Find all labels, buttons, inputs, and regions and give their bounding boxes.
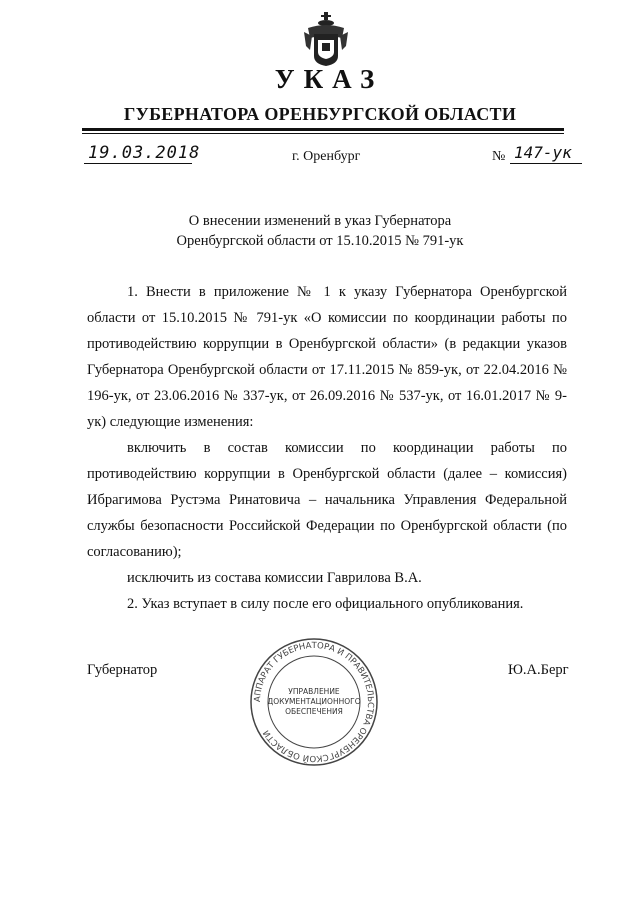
number-label: № [492, 149, 506, 164]
paragraph-1: 1. Внести в приложение № 1 к указу Губернатора Оренбургской области от 15.10.2015 № 791-ук «О комиссии по координации работы по противодействию коррупции в Оренбургской области» (в редакции указов Губернатора Оренбургской области от 17.11.2015 № 859-ук, от 22.04.2016 № 196-ук, от 23.06.2016 № 337-ук, от 26.09.2016 № 537-ук, от 16.01.2017 № 9-ук) следующие изменения: [87, 284, 567, 430]
document-number: 147-ук [514, 143, 572, 162]
issuer-title: ГУБЕРНАТОРА ОРЕНБУРГСКОЙ ОБЛАСТИ [123, 104, 517, 124]
paragraph-2: включить в состав комиссии по координации работы по противодействию коррупции в Оренбургской области (далее – комиссия) Ибрагимова Рустэма Ринатовича – начальника Управления Федеральной службы безопасности Российской Федерации по Оренбургской области (по согласованию); [87, 440, 567, 560]
official-seal [248, 636, 380, 768]
seal-center-line-1: УПРАВЛЕНИЕ [288, 687, 340, 696]
date-underline [84, 163, 192, 164]
header-rule-thick [82, 128, 564, 131]
document-date: 19.03.2018 [88, 143, 201, 163]
seal-ring-text: АППАРАТ ГУБЕРНАТОРА И ПРАВИТЕЛЬСТВА ОРЕНБУРГСКОЙ ОБЛАСТИ [252, 640, 376, 764]
coat-of-arms-icon [304, 10, 348, 66]
subject-line-2: Оренбургской области от 15.10.2015 № 791-ук [176, 233, 464, 249]
document-body [87, 279, 567, 617]
document-subject [0, 211, 640, 251]
subject-line-1: О внесении изменений в указ Губернатора [188, 213, 452, 229]
number-underline [510, 163, 582, 164]
document-title: УКАЗ [274, 64, 384, 94]
paragraph-4: 2. Указ вступает в силу после его официального опубликования. [127, 596, 524, 612]
seal-center-line-3: ОБЕСПЕЧЕНИЯ [285, 707, 343, 716]
signer-name: Ю.А.Берг [508, 662, 569, 678]
signer-position: Губернатор [87, 662, 158, 678]
document-city: г. Оренбург [292, 149, 361, 164]
header-rule-thin [82, 133, 564, 134]
seal-center-line-2: ДОКУМЕНТАЦИОННОГО [267, 697, 361, 706]
paragraph-3: исключить из состава комиссии Гаврилова В.А. [127, 570, 422, 586]
